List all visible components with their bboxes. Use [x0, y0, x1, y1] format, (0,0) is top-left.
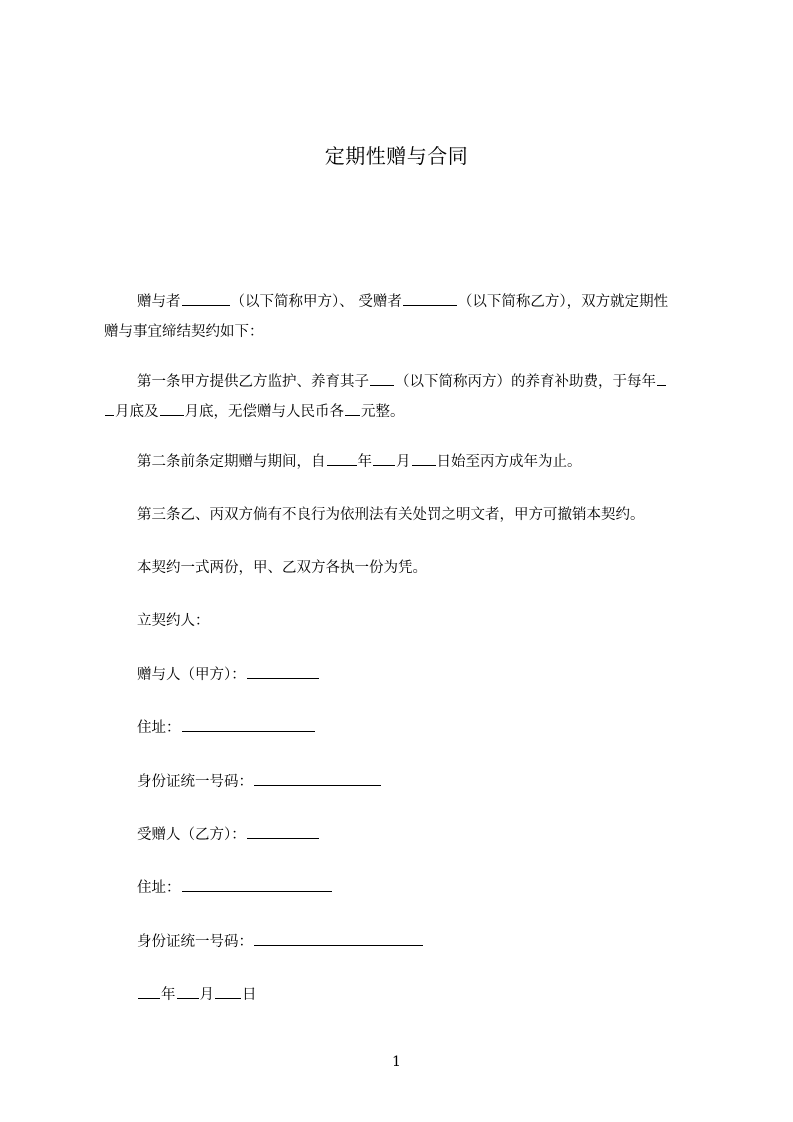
paragraph-article-3	[137, 500, 704, 530]
text-segment: 立契约人：	[137, 613, 210, 629]
paragraph-line	[137, 767, 704, 797]
paragraph-line	[104, 317, 704, 347]
fill-in-blank	[345, 403, 360, 416]
paragraph-article-1	[104, 367, 704, 427]
paragraph-line	[137, 447, 704, 477]
paragraph-recipient-id	[137, 927, 704, 957]
fill-in-blank	[373, 453, 395, 466]
fill-in-blank	[254, 933, 423, 946]
paragraph-copies	[137, 553, 704, 583]
paragraph-intro	[104, 287, 704, 347]
text-segment: 月	[199, 987, 214, 1003]
document-title: 定期性赠与合同	[324, 144, 469, 168]
paragraph-line	[104, 397, 704, 427]
paragraph-donor-id	[137, 767, 704, 797]
text-segment: 日始至丙方成年为止。	[436, 454, 582, 470]
text-segment: 月底，无偿赠与人民币各	[184, 404, 344, 420]
paragraph-line	[137, 553, 704, 583]
text-segment: （以下简称甲方）、 受赠者	[230, 294, 402, 310]
fill-in-blank	[403, 293, 457, 306]
paragraph-article-2	[137, 447, 704, 477]
text-segment: 住址：	[137, 720, 181, 736]
paragraph-recipient	[137, 820, 704, 850]
text-segment: 住址：	[137, 880, 181, 896]
paragraph-line	[137, 500, 704, 530]
fill-in-blank	[160, 403, 184, 416]
text-segment: 赠与人（甲方）：	[137, 667, 246, 683]
fill-in-blank	[370, 373, 394, 386]
paragraph-line	[137, 820, 704, 850]
paragraph-parties	[137, 606, 704, 636]
paragraph-line	[104, 287, 704, 317]
text-segment: 年	[357, 454, 372, 470]
fill-in-blank	[138, 986, 160, 999]
fill-in-blank	[327, 453, 357, 466]
paragraph-line	[137, 927, 704, 957]
text-segment: （以下简称乙方），双方就定期性	[457, 294, 669, 310]
text-segment: 第三条乙、丙双方倘有不良行为依刑法有关处罚之明文者，甲方可撤销本契约。	[137, 507, 645, 523]
fill-in-blank	[182, 879, 332, 892]
paragraph-line	[104, 367, 704, 397]
text-segment: 第二条前条定期赠与期间，自	[137, 454, 326, 470]
text-segment: 第一条甲方提供乙方监护、养育其子	[137, 374, 369, 390]
fill-in-blank	[247, 826, 319, 839]
text-segment: 日	[242, 987, 257, 1003]
paragraph-date	[137, 980, 704, 1010]
text-segment: 赠与事宜缔结契约如下：	[104, 324, 264, 340]
fill-in-blank	[657, 373, 666, 386]
paragraph-donor	[137, 660, 704, 690]
paragraph-line	[137, 873, 704, 903]
paragraph-donor-address	[137, 713, 704, 743]
paragraph-line	[137, 980, 704, 1010]
text-segment: 月	[396, 454, 411, 470]
paragraph-line	[137, 660, 704, 690]
fill-in-blank	[247, 666, 319, 679]
fill-in-blank	[412, 453, 436, 466]
paragraph-recipient-address	[137, 873, 704, 903]
page-number: 1	[392, 1054, 401, 1070]
fill-in-blank	[177, 986, 199, 999]
text-segment: （以下简称丙方）的养育补助费，于每年	[395, 374, 656, 390]
text-segment: 本契约一式两份，甲、乙双方各执一份为凭。	[137, 560, 427, 576]
text-segment: 赠与者	[137, 294, 181, 310]
text-segment: 受赠人（乙方）：	[137, 827, 246, 843]
text-segment: 元整。	[361, 404, 405, 420]
text-segment: 月底及	[115, 404, 159, 420]
fill-in-blank	[182, 293, 230, 306]
paragraph-line	[137, 713, 704, 743]
text-segment: 身份证统一号码：	[137, 774, 253, 790]
fill-in-blank	[215, 986, 241, 999]
text-segment: 身份证统一号码：	[137, 934, 253, 950]
paragraph-line	[137, 606, 704, 636]
fill-in-blank	[254, 773, 381, 786]
fill-in-blank	[105, 403, 114, 416]
fill-in-blank	[182, 719, 315, 732]
text-segment: 年	[161, 987, 176, 1003]
